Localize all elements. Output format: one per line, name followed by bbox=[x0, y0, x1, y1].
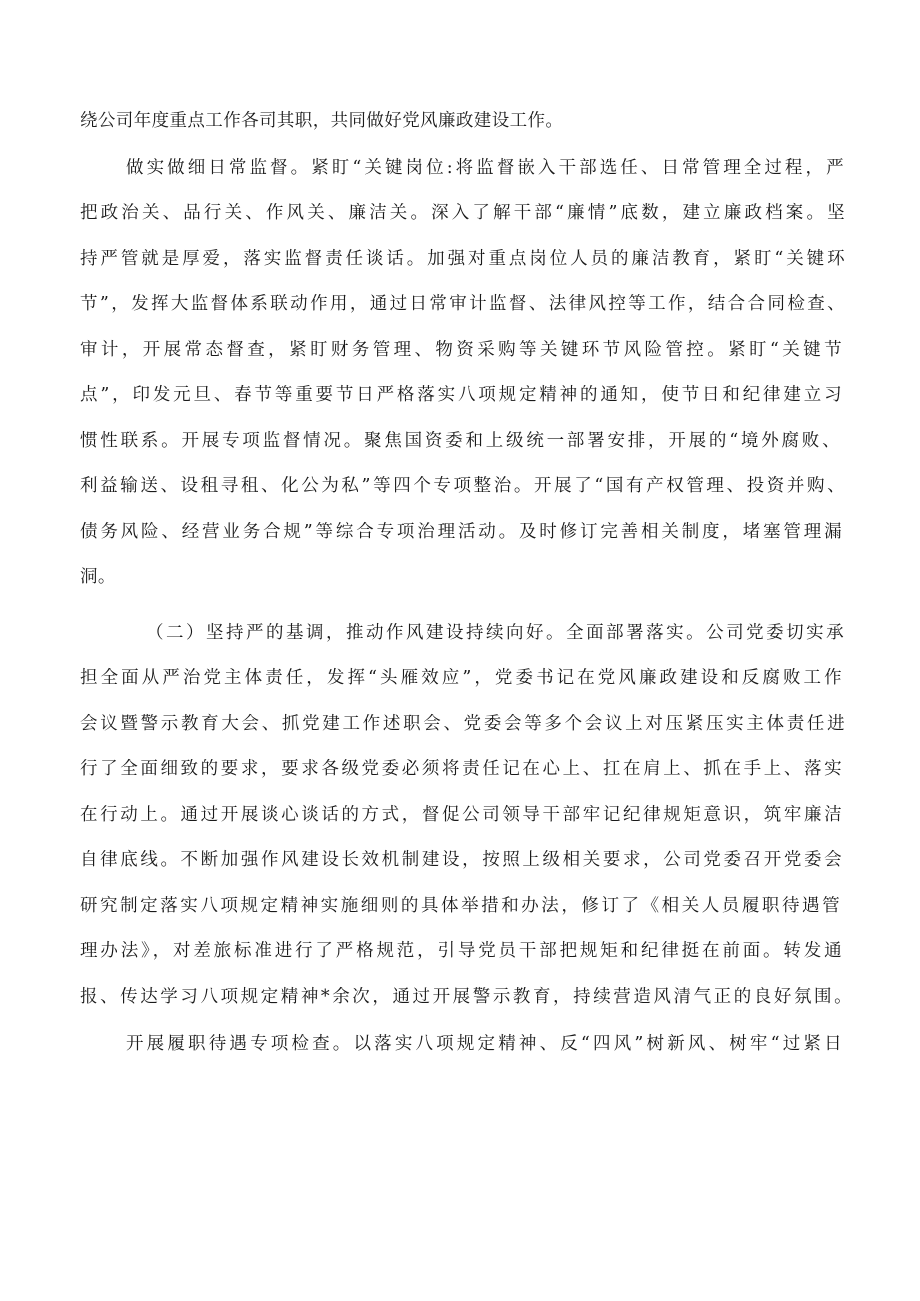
text-line: 节”，发挥大监督体系联动作用，通过日常审计监督、法律风控等工作，结合合同检查、 bbox=[80, 294, 845, 314]
text-line: 行了全面细致的要求，要求各级党委必须将责任记在心上、扛在肩上、抓在手上、落实 bbox=[80, 759, 842, 779]
text-line: 理办法》，对差旅标准进行了严格规范，引导党员干部把规矩和纪律挺在前面。转发通 bbox=[80, 941, 842, 961]
text-line: 会议暨警示教育大会、抓党建工作述职会、党委会等多个会议上对压紧压实主体责任进 bbox=[80, 714, 845, 734]
text-line: 把政治关、品行关、作风关、廉洁关。深入了解干部“廉情”底数，建立廉政档案。坚 bbox=[80, 203, 845, 223]
text-line: 在行动上。通过开展谈心谈话的方式，督促公司领导干部牢记纪律规矩意识，筑牢廉洁 bbox=[80, 805, 842, 825]
text-line: 开展履职待遇专项检查。以落实八项规定精神、反“四风”树新风、树牢“过紧日 bbox=[126, 1034, 842, 1054]
text-line: 研究制定落实八项规定精神实施细则的具体举措和办法，修订了《相关人员履职待遇管 bbox=[80, 896, 840, 916]
text-line: 持严管就是厚爱，落实监督责任谈话。加强对重点岗位人员的廉洁教育，紧盯“关键环 bbox=[80, 249, 845, 269]
text-line: 债务风险、经营业务合规”等综合专项治理活动。及时修订完善相关制度，堵塞管理漏 bbox=[80, 522, 842, 542]
text-line: 洞。 bbox=[80, 567, 116, 587]
text-line: 担全面从严治党主体责任，发挥“头雁效应”，党委书记在党风廉政建设和反腐败工作 bbox=[80, 668, 842, 688]
text-line: 绕公司年度重点工作各司其职，共同做好党风廉政建设工作。 bbox=[80, 111, 564, 131]
text-line: （二）坚持严的基调，推动作风建设持续向好。全面部署落实。公司党委切实承 bbox=[146, 623, 844, 643]
text-line: 自律底线。不断加强作风建设长效机制建设，按照上级相关要求，公司党委召开党委会 bbox=[80, 850, 842, 870]
text-line: 报、传达学习八项规定精神*余次，通过开展警示教育，持续营造风清气正的良好氛围。 bbox=[80, 987, 852, 1007]
text-line: 利益输送、设租寻租、化公为私”等四个专项整治。开展了“国有产权管理、投资并购、 bbox=[80, 476, 845, 496]
text-line: 审计，开展常态督查，紧盯财务管理、物资采购等关键环节风险管控。紧盯“关键节 bbox=[80, 340, 842, 360]
text-line: 惯性联系。开展专项监督情况。聚焦国资委和上级统一部署安排，开展的“境外腐败、 bbox=[80, 431, 840, 451]
text-line: 做实做细日常监督。紧盯“关键岗位:将监督嵌入干部选任、日常管理全过程，严 bbox=[126, 158, 844, 178]
text-line: 点”，印发元旦、春节等重要节日严格落实八项规定精神的通知，使节日和纪律建立习 bbox=[80, 385, 842, 405]
